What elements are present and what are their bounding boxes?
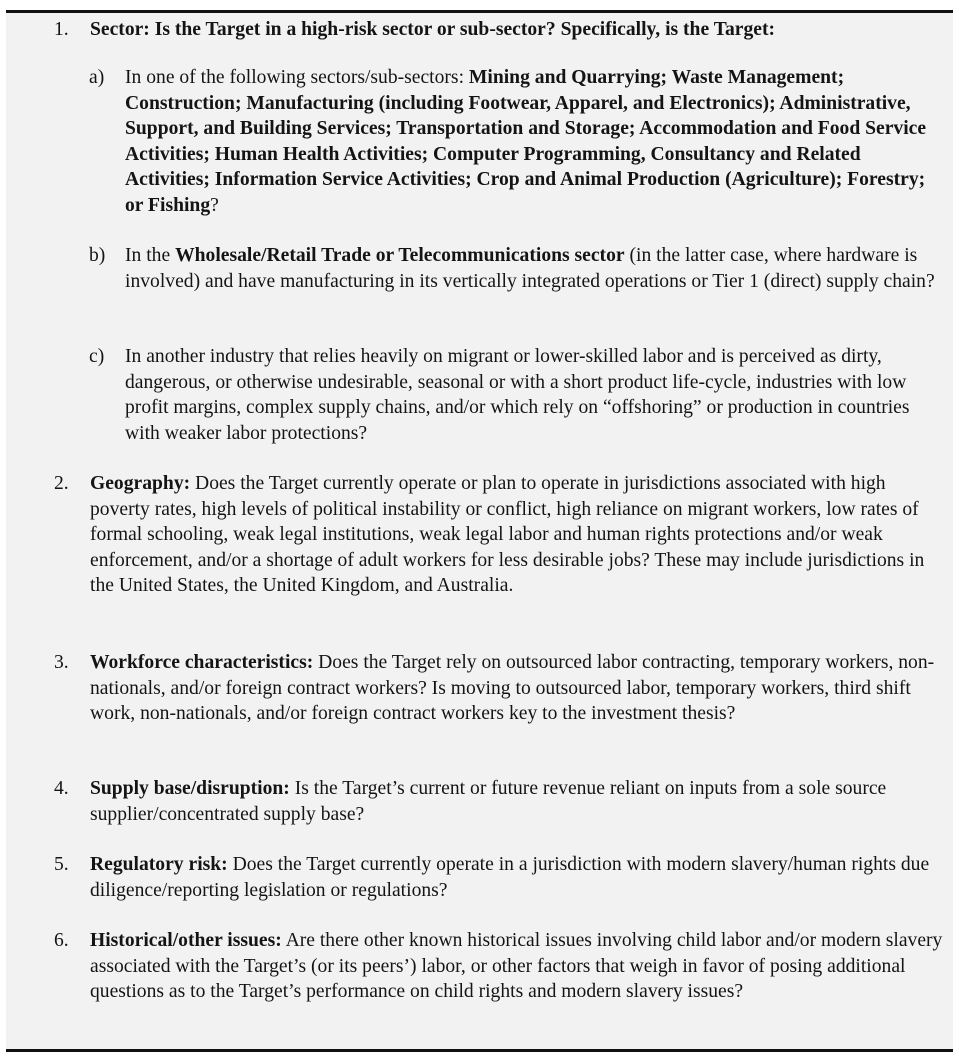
item-text: Is the Target’s current or future revenue reliant on inputs from a sole source supplier/concentrated supply base? <box>90 778 887 825</box>
sub-bold: Mining and Quarrying; Waste Management; Construction; Manufacturing (including Footwear, Apparel, and Electronics); Administrative, Support, and Building Services; Transportation and Storage; Accommodation and Food Service Activities; Human Health Activities; Computer Programming, Consultancy and Related Activities; Information Service Activities; Crop and Animal Production (Agriculture); Forestry; or Fishing <box>125 67 927 216</box>
sub-letter: a) <box>89 67 105 88</box>
item-number: 5. <box>54 854 69 875</box>
sub-letter: c) <box>89 346 105 367</box>
sub-letter: b) <box>89 245 106 266</box>
item-number: 4. <box>54 778 69 799</box>
item-body <box>90 17 946 43</box>
item-body <box>90 471 946 599</box>
screening-questions-panel <box>6 10 953 1052</box>
item-heading: Workforce characteristics: <box>90 652 314 673</box>
item-text: Are there other known historical issues involving child labor and/or modern slavery associated with the Target’s (or its peers’) labor, or other factors that weigh in favor of posing additional questions as to the Target’s performance on child rights and modern slavery issues? <box>90 930 943 1003</box>
sub-lead: In another industry that relies heavily on migrant or lower-skilled labor and is perceived as dirty, dangerous, or otherwise undesirable, seasonal or with a short product life-cycle, industries with low profit margins, complex supply chains, and/or which rely on “offshoring” or production in countries with weaker labor protections? <box>125 346 910 444</box>
sub-body <box>125 243 947 294</box>
sub-lead: In one of the following sectors/sub-sectors: <box>125 67 469 88</box>
item-text: Does the Target rely on outsourced labor contracting, temporary workers, non-nationals, and/or foreign contract workers? Is moving to outsourced labor, temporary workers, third shift work, non-nationals, and/or foreign contract workers key to the investment thesis? <box>90 652 935 725</box>
item-number: 3. <box>54 652 69 673</box>
item-heading: Historical/other issues: <box>90 930 282 951</box>
item-text: Does the Target currently operate in a jurisdiction with modern slavery/human rights due diligence/reporting legislation or regulations? <box>90 854 930 901</box>
item-text: Does the Target currently operate or plan to operate in jurisdictions associated with high poverty rates, high levels of political instability or conflict, high reliance on migrant workers, low rates of formal schooling, weak legal institutions, weak legal labor and human rights protections and/or weak enforcement, and/or a shortage of adult workers for less desirable jobs? These may include jurisdictions in the United States, the United Kingdom, and Australia. <box>90 473 925 597</box>
item-heading: Regulatory risk: <box>90 854 228 875</box>
item-heading: Sector: Is the Target in a high-risk sector or sub-sector? Specifically, is the Target: <box>90 19 776 40</box>
item-body <box>90 776 946 827</box>
item-heading: Supply base/disruption: <box>90 778 290 799</box>
item-body <box>90 852 946 903</box>
sub-tail: ? <box>210 194 219 216</box>
item-number: 2. <box>54 473 69 494</box>
sub-body <box>125 65 947 219</box>
item-body <box>90 650 946 727</box>
item-heading: Geography: <box>90 473 191 494</box>
item-number: 6. <box>54 930 69 951</box>
sub-lead: In the <box>125 245 176 266</box>
item-body <box>90 928 946 1005</box>
sub-bold: Wholesale/Retail Trade or Telecommunications sector <box>175 245 625 266</box>
item-number: 1. <box>54 19 69 40</box>
sub-body <box>125 344 947 446</box>
sub-tail: (in the latter case, where hardware is involved) and have manufacturing in its vertically integrated operations or Tier 1 (direct) supply chain? <box>125 245 935 292</box>
